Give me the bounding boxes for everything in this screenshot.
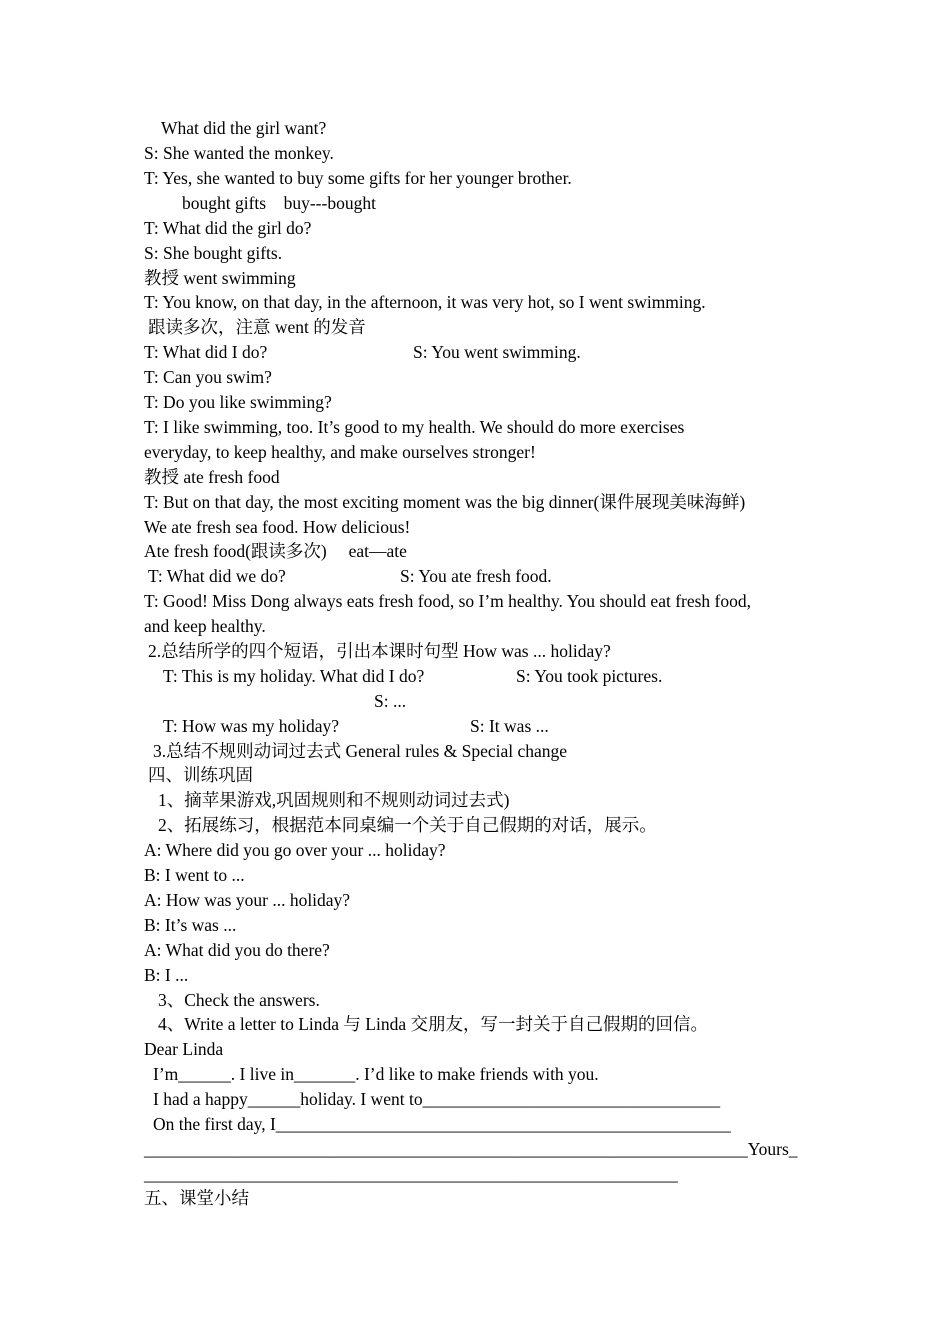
student-answer-line: S: You went swimming. — [413, 342, 581, 362]
letter-blank-line: On the first day, I____________________________________________________ — [153, 1114, 731, 1134]
student-answer-line: S: You ate fresh food. — [400, 566, 552, 586]
teacher-line: T: Good! Miss Dong always eats fresh food, so I’m healthy. You should eat fresh food, — [144, 591, 752, 611]
teaching-step-heading: 教授 ate fresh food — [144, 467, 280, 487]
teacher-question-line: T: What did I do? — [144, 342, 268, 362]
letter-blank-line: I’m______. I live in_______. I’d like to make friends with you. — [153, 1064, 599, 1084]
instruction-line: 跟读多次，注意 went 的发音 — [148, 317, 366, 337]
vocabulary-note: Ate fresh food(跟读多次) eat—ate — [144, 541, 407, 561]
teacher-question-line: T: This is my holiday. What did I do? — [163, 666, 425, 686]
student-answer-line: S: It was ... — [470, 716, 549, 736]
activity-item: 4、Write a letter to Linda 与 Linda 交朋友，写一封关于自己假期的回信。 — [158, 1014, 708, 1034]
teacher-question-line: T: Can you swim? — [144, 367, 272, 387]
teaching-step-heading: 教授 went swimming — [144, 268, 296, 288]
student-answer-line: S: She bought gifts. — [144, 243, 283, 263]
teacher-line: T: You know, on that day, in the afternoon, it was very hot, so I went swimming. — [144, 292, 706, 312]
activity-item: 2、拓展练习，根据范本同桌编一个关于自己假期的对话，展示。 — [158, 815, 657, 835]
teacher-question-line: What did the girl want? — [161, 118, 327, 138]
dialogue-line-a: A: Where did you go over your ... holiday? — [144, 840, 446, 860]
teacher-line: T: I like swimming, too. It’s good to my health. We should do more exercises — [144, 417, 685, 437]
dialogue-line-a: A: What did you do there? — [144, 940, 330, 960]
teacher-line-continued: We ate fresh sea food. How delicious! — [144, 517, 411, 537]
teacher-line-continued: and keep healthy. — [144, 616, 266, 636]
section-heading: 四、训练巩固 — [148, 765, 253, 785]
student-answer-line: S: You took pictures. — [516, 666, 663, 686]
teacher-question-line: T: What did we do? — [148, 566, 286, 586]
dialogue-line-b: B: It’s was ... — [144, 915, 237, 935]
teacher-line-continued: everyday, to keep healthy, and make ourselves stronger! — [144, 442, 536, 462]
letter-salutation: Dear Linda — [144, 1039, 224, 1059]
letter-blank-line: _____________________________________________________________ — [144, 1164, 678, 1184]
dialogue-line-b: B: I went to ... — [144, 865, 245, 885]
vocabulary-note: bought gifts buy---bought — [182, 193, 376, 213]
activity-item: 1、摘苹果游戏,巩固规则和不规则动词过去式) — [158, 790, 510, 810]
letter-blank-line: I had a happy______holiday. I went to__________________________________ — [153, 1089, 721, 1109]
teaching-step-heading: 3.总结不规则动词过去式 General rules & Special change — [153, 741, 568, 761]
dialogue-line-b: B: I ... — [144, 965, 189, 985]
teacher-question-line: T: How was my holiday? — [163, 716, 340, 736]
section-heading: 五、课堂小结 — [144, 1188, 249, 1208]
teacher-question-line: T: What did the girl do? — [144, 218, 312, 238]
student-answer-line: S: She wanted the monkey. — [144, 143, 334, 163]
teacher-line: T: But on that day, the most exciting moment was the big dinner(课件展现美味海鲜) — [144, 492, 746, 512]
student-answer-line: S: ... — [374, 691, 407, 711]
teaching-step-heading: 2.总结所学的四个短语，引出本课时句型 How was ... holiday? — [148, 641, 611, 661]
activity-item: 3、Check the answers. — [158, 990, 320, 1010]
dialogue-line-a: A: How was your ... holiday? — [144, 890, 351, 910]
teacher-question-line: T: Do you like swimming? — [144, 392, 332, 412]
teacher-line: T: Yes, she wanted to buy some gifts for her younger brother. — [144, 168, 572, 188]
letter-closing-line: _____________________________________________________________________Yours_ — [144, 1139, 798, 1159]
